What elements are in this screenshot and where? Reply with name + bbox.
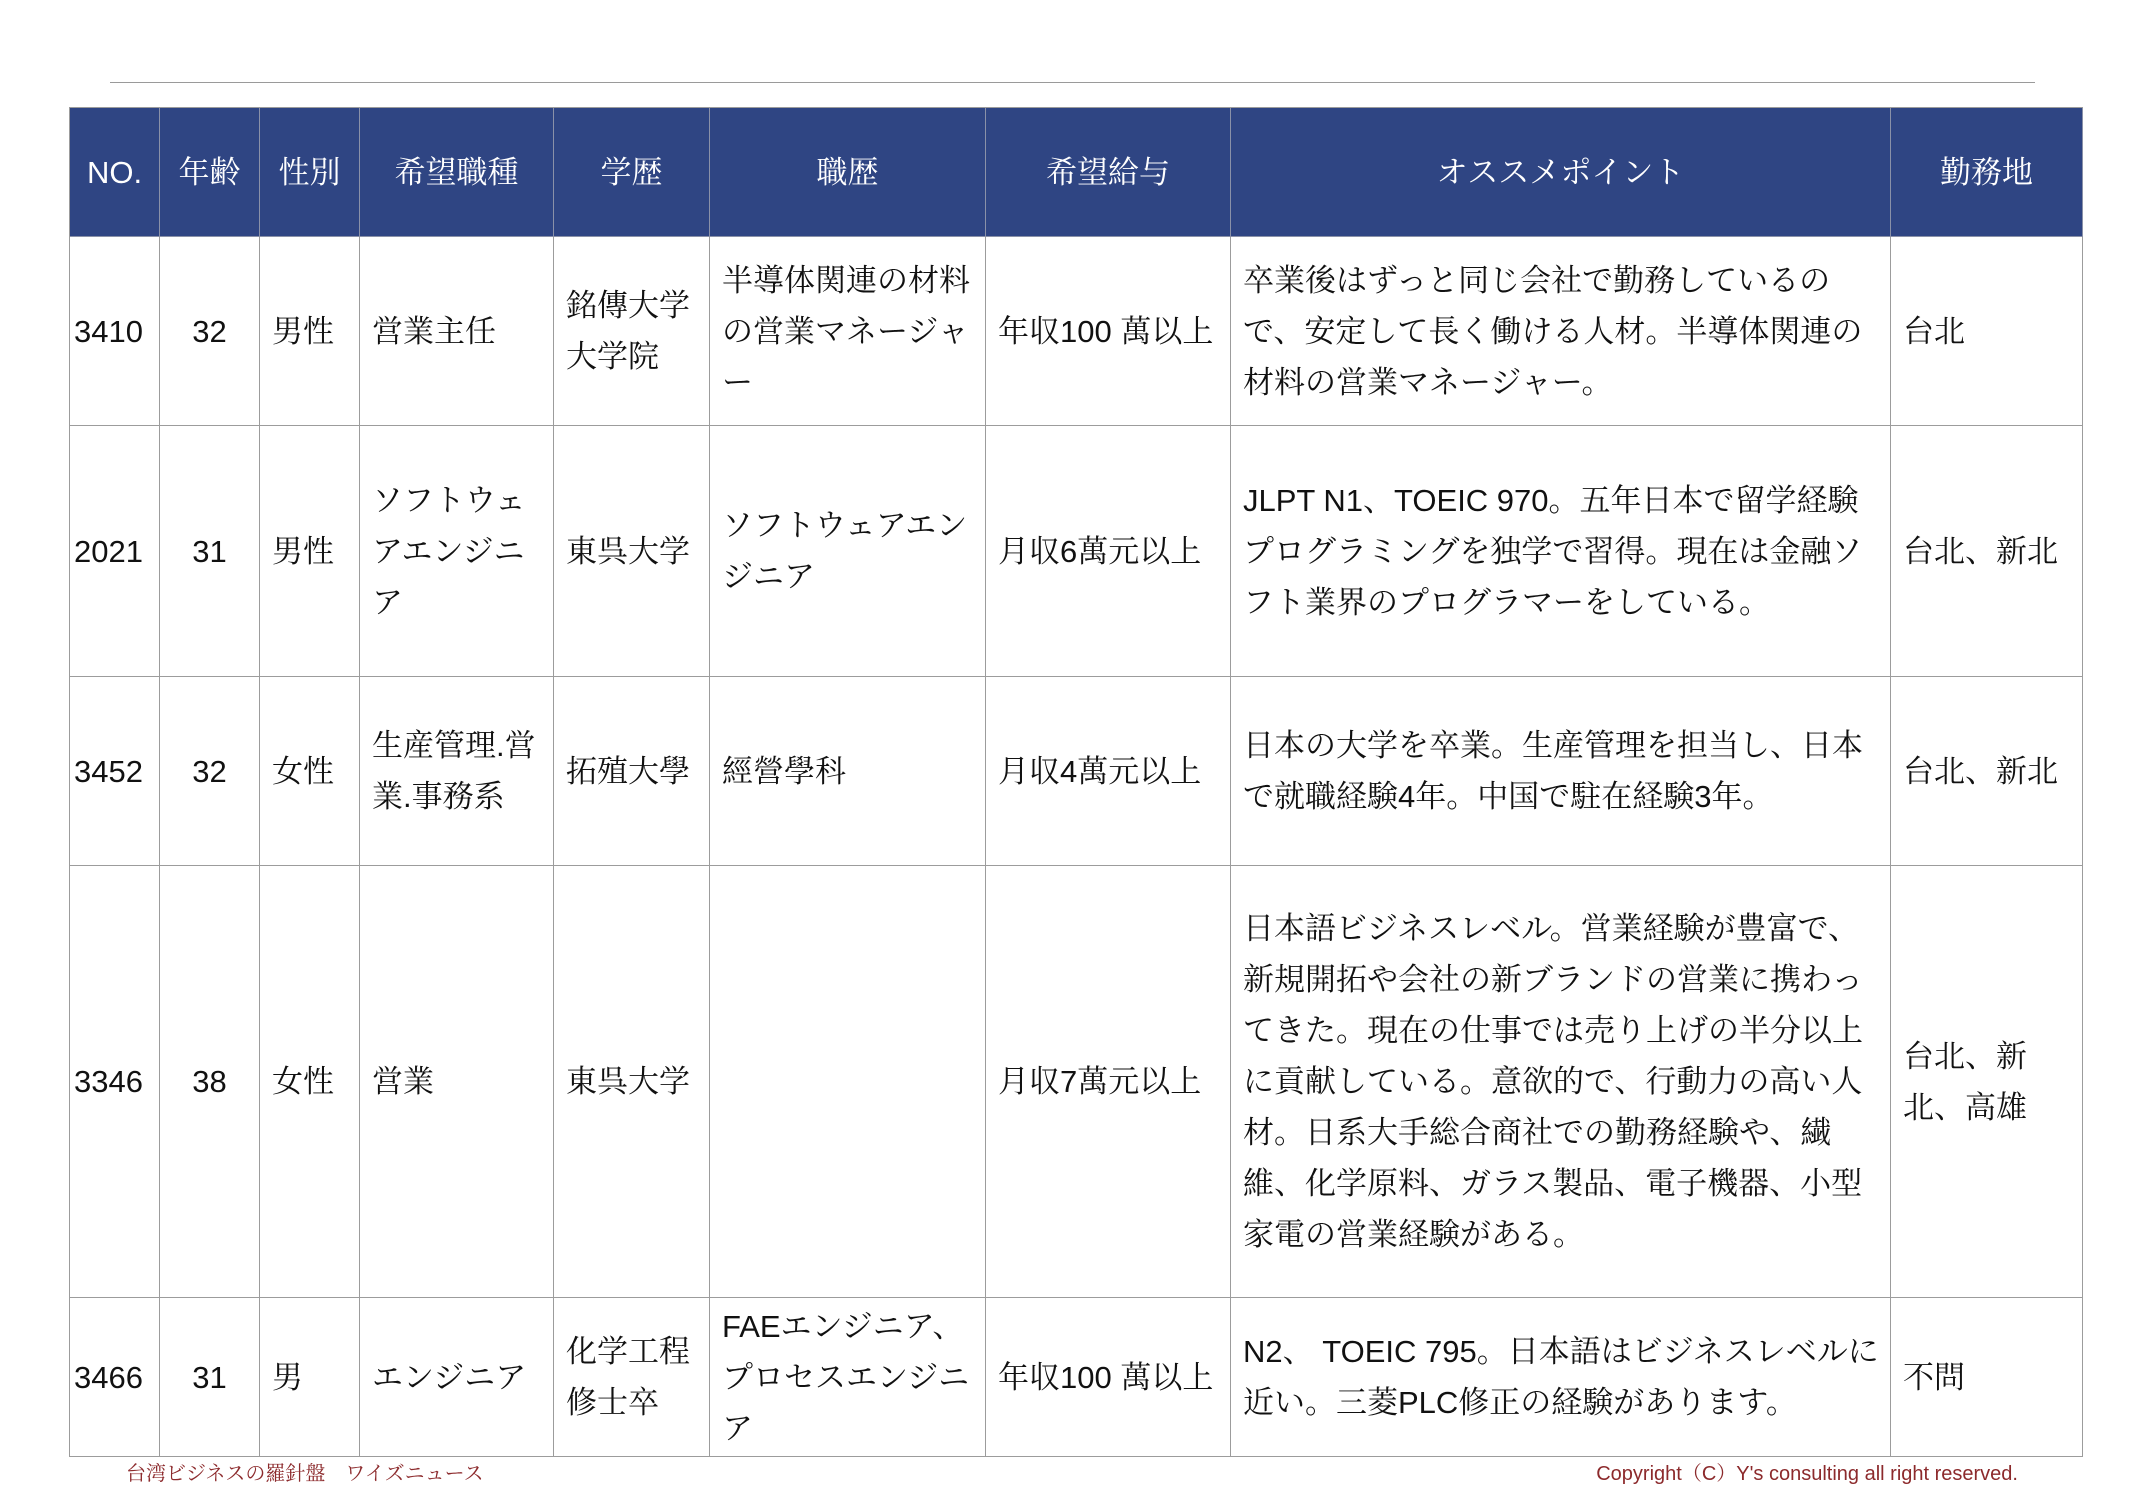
cell-no: 3346 <box>70 866 160 1298</box>
cell-desired-salary: 年収100 萬以上 <box>986 237 1231 426</box>
cell-career: ソフトウェアエンジニア <box>710 426 986 677</box>
cell-location: 台北、新北、高雄 <box>1891 866 2083 1298</box>
cell-no: 2021 <box>70 426 160 677</box>
cell-education: 銘傳大学大学院 <box>554 237 710 426</box>
cell-recommendation: JLPT N1、TOEIC 970。五年日本で留学経験 プログラミングを独学で習得。現在は金融ソフト業界のプログラマーをしている。 <box>1231 426 1891 677</box>
cell-education: 東呉大学 <box>554 866 710 1298</box>
cell-location: 台北、新北 <box>1891 677 2083 866</box>
cell-education: 化学工程修士卒 <box>554 1298 710 1457</box>
footer-copyright: Copyright（C）Y's consulting all right reserved. <box>1596 1463 2018 1485</box>
cell-recommendation: 日本の大学を卒業。生産管理を担当し、日本で就職経験4年。中国で駐在経験3年。 <box>1231 677 1891 866</box>
cell-career <box>710 866 986 1298</box>
footer-publisher: 台湾ビジネスの羅針盤 ワイズニュース <box>126 1463 484 1485</box>
cell-desired-job: 営業主任 <box>360 237 554 426</box>
header-desired-job: 希望職種 <box>360 108 554 237</box>
cell-gender: 男性 <box>260 237 360 426</box>
cell-gender: 女性 <box>260 866 360 1298</box>
cell-age: 32 <box>160 237 260 426</box>
header-desired-salary: 希望給与 <box>986 108 1231 237</box>
cell-career: FAEエンジニア、プロセスエンジニア <box>710 1298 986 1457</box>
cell-age: 31 <box>160 426 260 677</box>
cell-recommendation: 日本語ビジネスレベル。営業経験が豊富で、新規開拓や会社の新ブランドの営業に携わってきた。現在の仕事では売り上げの半分以上に貢献している。意欲的で、行動力の高い人材。日系大手総合商社での勤務経験や、繊維、化学原料、ガラス製品、電子機器、小型家電の営業経験がある。 <box>1231 866 1891 1298</box>
cell-gender: 男性 <box>260 426 360 677</box>
cell-no: 3466 <box>70 1298 160 1457</box>
cell-desired-salary: 年収100 萬以上 <box>986 1298 1231 1457</box>
cell-location: 台北、新北 <box>1891 426 2083 677</box>
header-education: 学歴 <box>554 108 710 237</box>
cell-career: 經營學科 <box>710 677 986 866</box>
cell-desired-salary: 月収6萬元以上 <box>986 426 1231 677</box>
header-age: 年齢 <box>160 108 260 237</box>
cell-desired-job: エンジニア <box>360 1298 554 1457</box>
cell-recommendation: 卒業後はずっと同じ会社で勤務しているので、安定して長く働ける人材。半導体関連の材料の営業マネージャー。 <box>1231 237 1891 426</box>
cell-gender: 男 <box>260 1298 360 1457</box>
cell-age: 31 <box>160 1298 260 1457</box>
header-no: NO. <box>70 108 160 237</box>
cell-desired-job: 生産管理.営業.事務系 <box>360 677 554 866</box>
cell-age: 38 <box>160 866 260 1298</box>
cell-desired-job: 営業 <box>360 866 554 1298</box>
header-location: 勤務地 <box>1891 108 2083 237</box>
cell-career: 半導体関連の材料の営業マネージャー <box>710 237 986 426</box>
top-divider <box>110 82 2035 83</box>
cell-desired-job: ソフトウェアエンジニア <box>360 426 554 677</box>
cell-location: 台北 <box>1891 237 2083 426</box>
cell-gender: 女性 <box>260 677 360 866</box>
header-recommendation: オススメポイント <box>1231 108 1891 237</box>
cell-no: 3410 <box>70 237 160 426</box>
cell-education: 拓殖大學 <box>554 677 710 866</box>
cell-desired-salary: 月収7萬元以上 <box>986 866 1231 1298</box>
header-gender: 性別 <box>260 108 360 237</box>
candidate-table <box>69 107 2083 1457</box>
header-career: 職歴 <box>710 108 986 237</box>
cell-no: 3452 <box>70 677 160 866</box>
cell-age: 32 <box>160 677 260 866</box>
cell-recommendation: N2、 TOEIC 795。日本語はビジネスレベルに近い。三菱PLC修正の経験があります。 <box>1231 1298 1891 1457</box>
cell-education: 東呉大学 <box>554 426 710 677</box>
cell-desired-salary: 月収4萬元以上 <box>986 677 1231 866</box>
cell-location: 不問 <box>1891 1298 2083 1457</box>
